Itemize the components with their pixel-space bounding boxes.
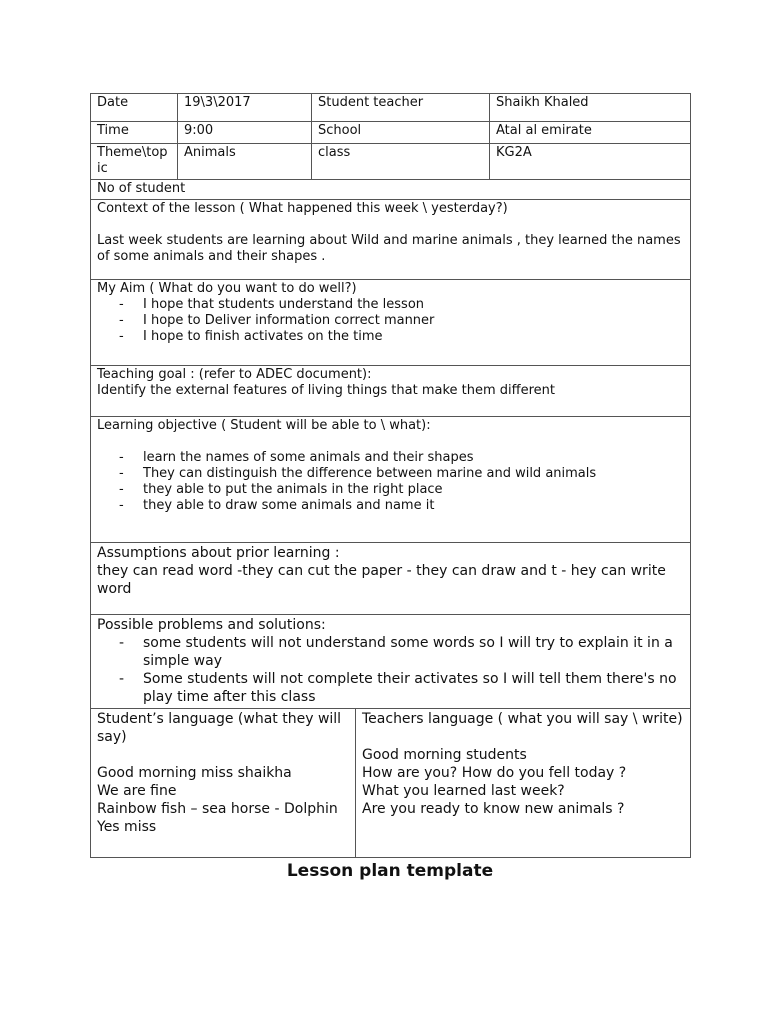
row-time: [91, 122, 691, 144]
student-language-line: We are fine: [97, 783, 177, 799]
problems-item: - some students will not understand some words so I will try to explain it in a simple way: [119, 634, 684, 670]
lesson-plan-table: [90, 93, 691, 709]
date-value: 19\3\2017: [178, 94, 312, 122]
row-date: [91, 94, 691, 122]
problems-item: - Some students will not complete their activates so I will tell them there's no play time after this class: [119, 670, 684, 706]
teacher-language-line: Good morning students: [362, 747, 527, 763]
row-theme: [91, 144, 691, 180]
class-value: KG2A: [490, 144, 691, 180]
teacher-language-cell: [356, 709, 691, 858]
objective-list: [97, 450, 684, 514]
objective-item: - learn the names of some animals and their shapes: [119, 450, 684, 466]
objective-item: - they able to draw some animals and name it: [119, 498, 684, 514]
context-heading: Context of the lesson ( What happened this week \ yesterday?): [97, 201, 508, 216]
school-value: Atal al emirate: [490, 122, 691, 144]
objective-item: - they able to put the animals in the right place: [119, 482, 684, 498]
student-teacher-value: Shaikh Khaled: [490, 94, 691, 122]
lesson-plan-sheet: [90, 93, 690, 882]
aim-item: - I hope that students understand the lesson: [119, 297, 684, 313]
student-teacher-label: Student teacher: [312, 94, 490, 122]
theme-value: Animals: [178, 144, 312, 180]
objective-cell: [91, 417, 691, 543]
problems-list: [97, 634, 684, 706]
student-language-line: Rainbow fish – sea horse - Dolphin: [97, 801, 338, 817]
context-cell: [91, 200, 691, 280]
assumptions-heading: Assumptions about prior learning :: [97, 545, 340, 561]
problems-cell: [91, 615, 691, 709]
date-label: Date: [91, 94, 178, 122]
student-language-line: Yes miss: [97, 819, 157, 835]
row-students: [91, 180, 691, 200]
assumptions-cell: [91, 543, 691, 615]
aim-heading: My Aim ( What do you want to do well?): [97, 281, 357, 296]
class-label: class: [312, 144, 490, 180]
row-problems: [91, 615, 691, 709]
context-text: Last week students are learning about Wild and marine animals , they learned the names of some animals and their shapes .: [97, 233, 681, 264]
goal-heading: Teaching goal : (refer to ADEC document):: [97, 367, 372, 382]
document-title: Lesson plan template: [286, 861, 494, 881]
teacher-language-line: What you learned last week?: [362, 783, 565, 799]
row-assumptions: [91, 543, 691, 615]
assumptions-text: they can read word -they can cut the paper - they can draw and t - hey can write word: [97, 563, 666, 597]
teacher-language-line: How are you? How do you fell today ?: [362, 765, 627, 781]
students-label: No of student: [91, 180, 691, 200]
objective-item: - They can distinguish the difference between marine and wild animals: [119, 466, 684, 482]
theme-label: Theme\topic: [91, 144, 178, 180]
problems-heading: Possible problems and solutions:: [97, 617, 326, 633]
row-goal: [91, 366, 691, 417]
aim-list: [97, 297, 684, 345]
aim-item: - I hope to finish activates on the time: [119, 329, 684, 345]
teacher-language-heading: Teachers language ( what you will say \ write): [362, 711, 683, 727]
time-label: Time: [91, 122, 178, 144]
goal-text: Identify the external features of living things that make them different: [97, 383, 555, 398]
row-aim: [91, 280, 691, 366]
row-objective: [91, 417, 691, 543]
row-context: [91, 200, 691, 280]
student-language-line: Good morning miss shaikha: [97, 765, 292, 781]
teacher-language-line: Are you ready to know new animals ?: [362, 801, 625, 817]
aim-item: - I hope to Deliver information correct manner: [119, 313, 684, 329]
student-language-heading: Student’s language (what they will say): [97, 711, 342, 745]
school-label: School: [312, 122, 490, 144]
goal-cell: [91, 366, 691, 417]
objective-heading: Learning objective ( Student will be able to \ what):: [97, 418, 431, 433]
student-language-cell: [91, 709, 356, 858]
time-value: 9:00: [178, 122, 312, 144]
aim-cell: [91, 280, 691, 366]
language-table: [90, 708, 691, 858]
